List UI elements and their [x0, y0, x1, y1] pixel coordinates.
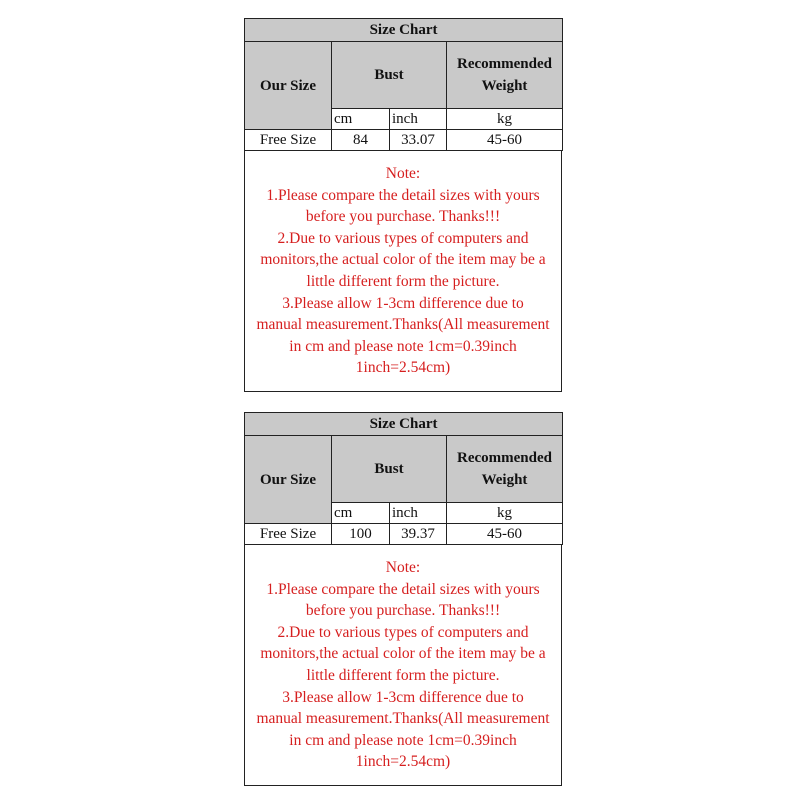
- note-box: [244, 545, 562, 786]
- note-line: 2.Due to various types of computers and: [277, 623, 529, 641]
- unit-kg: kg: [447, 109, 563, 130]
- unit-kg: kg: [447, 503, 563, 524]
- bust-header: Bust: [332, 42, 447, 109]
- note-line: 2.Due to various types of computers and: [277, 229, 529, 247]
- unit-cm: cm: [332, 109, 390, 130]
- unit-cm: cm: [332, 503, 390, 524]
- weight-header: [447, 436, 563, 503]
- note-line: 1.Please compare the detail sizes with yours: [266, 580, 540, 598]
- weight-header-line1: Recommended: [457, 450, 552, 466]
- note-line: before you purchase. Thanks!!!: [305, 208, 501, 226]
- note-line: little different form the picture.: [306, 666, 500, 684]
- note-line: monitors,the actual color of the item may be a: [260, 645, 546, 663]
- note-line: Note:: [385, 559, 421, 576]
- note-line: 3.Please allow 1-3cm difference due to: [282, 294, 524, 312]
- size-table: [244, 18, 563, 151]
- bust-header: Bust: [332, 436, 447, 503]
- weight-header-line2: Weight: [481, 78, 528, 94]
- bust-inch-value: 39.37: [390, 524, 447, 545]
- note-line: 1inch=2.54cm): [355, 753, 451, 771]
- weight-header-line1: Recommended: [457, 56, 552, 72]
- table-title: Size Chart: [245, 413, 563, 436]
- weight-header-line2: Weight: [481, 472, 528, 488]
- note-line: 1inch=2.54cm): [355, 359, 451, 377]
- our-size-header: Our Size: [245, 42, 332, 130]
- size-table: [244, 412, 563, 545]
- note-box: [244, 151, 562, 392]
- size-chart-2: [244, 412, 562, 786]
- note-line: Note:: [385, 165, 421, 182]
- bust-cm-value: 100: [332, 524, 390, 545]
- note-line: 3.Please allow 1-3cm difference due to: [282, 688, 524, 706]
- note-line: manual measurement.Thanks(All measurement: [256, 316, 550, 334]
- note-line: before you purchase. Thanks!!!: [305, 602, 501, 620]
- weight-header: [447, 42, 563, 109]
- size-value: Free Size: [245, 524, 332, 545]
- our-size-header: Our Size: [245, 436, 332, 524]
- note-line: monitors,the actual color of the item may be a: [260, 251, 546, 269]
- size-value: Free Size: [245, 130, 332, 151]
- note-line: 1.Please compare the detail sizes with yours: [266, 186, 540, 204]
- unit-inch: inch: [390, 109, 447, 130]
- bust-inch-value: 33.07: [390, 130, 447, 151]
- table-row: [245, 130, 563, 151]
- note-line: in cm and please note 1cm=0.39inch: [289, 731, 517, 749]
- size-chart-1: [244, 18, 562, 392]
- note-line: little different form the picture.: [306, 272, 500, 290]
- bust-cm-value: 84: [332, 130, 390, 151]
- unit-inch: inch: [390, 503, 447, 524]
- weight-value: 45-60: [447, 130, 563, 151]
- table-row: [245, 524, 563, 545]
- note-line: in cm and please note 1cm=0.39inch: [289, 337, 517, 355]
- weight-value: 45-60: [447, 524, 563, 545]
- table-title: Size Chart: [245, 19, 563, 42]
- note-line: manual measurement.Thanks(All measurement: [256, 710, 550, 728]
